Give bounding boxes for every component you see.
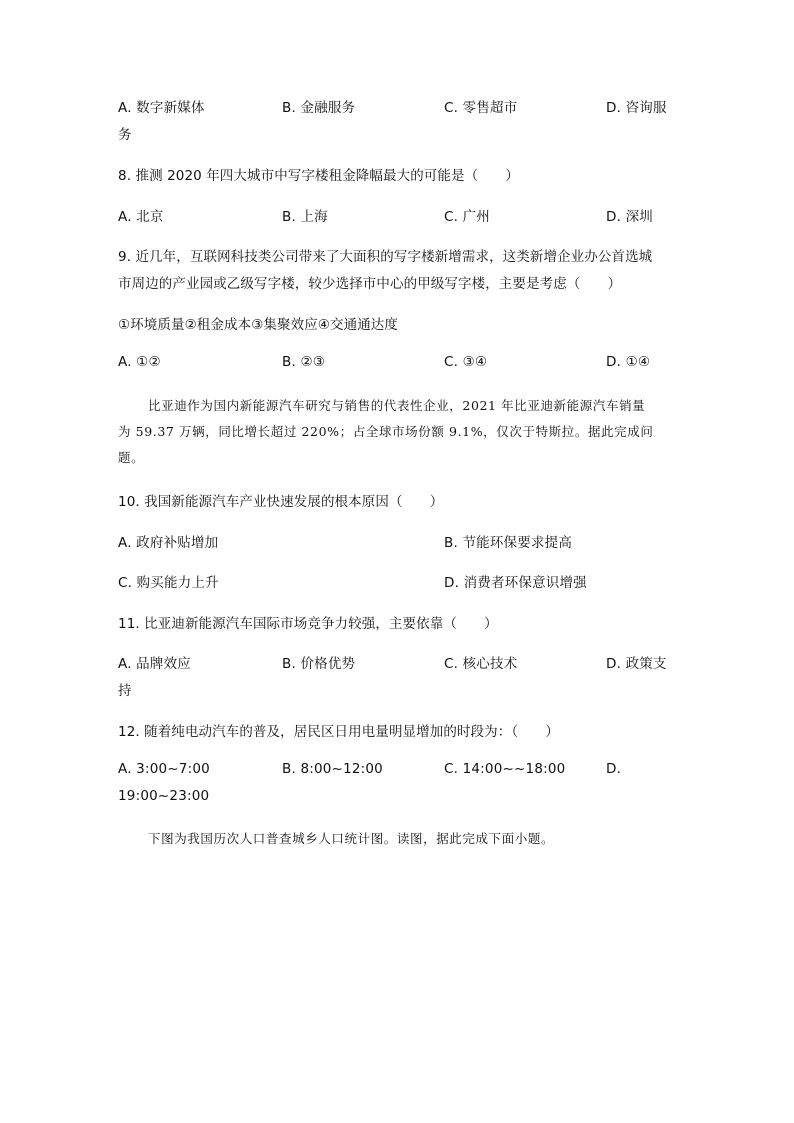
q11-option-a: A. 品牌效应	[118, 656, 191, 672]
q9-option-a: A. ①②	[118, 354, 161, 370]
q12-option-a: A. 3:00~7:00	[118, 761, 210, 777]
q7-option-a: A. 数字新媒体	[118, 100, 205, 116]
q7-option-d-wrap: 务	[118, 127, 132, 143]
q8-stem: 8. 推测 2020 年四大城市中写字楼租金降幅最大的可能是（ ）	[118, 168, 520, 184]
q12-option-d-wrap: 19:00~23:00	[118, 788, 210, 804]
q10-option-a: A. 政府补贴增加	[118, 535, 219, 551]
q9-option-d: D. ①④	[606, 354, 651, 370]
q10-option-b: B. 节能环保要求提高	[444, 535, 573, 551]
passage1-line3: 题。	[118, 450, 145, 465]
q12-option-b: B. 8:00~12:00	[282, 761, 383, 777]
q9-option-c: C. ③④	[444, 354, 488, 370]
q8-option-c: C. 广州	[444, 209, 491, 225]
q9-items: ①环境质量②租金成本③集聚效应④交通通达度	[118, 317, 399, 333]
q9-stem-line2: 市周边的产业园或乙级写字楼，较少选择市中心的甲级写字楼，主要是考虑（ ）	[118, 276, 622, 292]
passage2-line1: 下图为我国历次人口普查城乡人口统计图。读图，据此完成下面小题。	[148, 831, 555, 846]
q12-stem: 12. 随着纯电动汽车的普及，居民区日用电量明显增加的时段为：（ ）	[118, 724, 560, 740]
q9-option-b: B. ②③	[282, 354, 326, 370]
q8-option-a: A. 北京	[118, 209, 164, 225]
q8-option-d: D. 深圳	[606, 209, 653, 225]
q11-option-d: D. 政策支	[606, 656, 667, 672]
q12-option-d: D.	[606, 761, 622, 777]
q11-option-d-wrap: 持	[118, 683, 132, 699]
q11-option-b: B. 价格优势	[282, 656, 356, 672]
q8-option-b: B. 上海	[282, 209, 328, 225]
passage1-line1: 比亚迪作为国内新能源汽车研究与销售的代表性企业，2021 年比亚迪新能源汽车销量	[148, 398, 646, 413]
q10-stem: 10. 我国新能源汽车产业快速发展的根本原因（ ）	[118, 494, 444, 510]
q7-option-b: B. 金融服务	[282, 100, 356, 116]
passage1-line2: 为 59.37 万辆，同比增长超过 220%；占全球市场份额 9.1%，仅次于特斯拉。据此完成问	[118, 424, 654, 439]
q11-stem: 11. 比亚迪新能源汽车国际市场竞争力较强，主要依靠（ ）	[118, 616, 498, 632]
q7-option-d: D. 咨询服	[606, 100, 667, 116]
q10-option-d: D. 消费者环保意识增强	[444, 575, 587, 591]
q10-option-c: C. 购买能力上升	[118, 575, 219, 591]
q9-stem-line1: 9. 近几年，互联网科技类公司带来了大面积的写字楼新增需求，这类新增企业办公首选城	[118, 249, 653, 265]
q7-option-c: C. 零售超市	[444, 100, 518, 116]
q12-option-c: C. 14:00~~18:00	[444, 761, 566, 777]
q11-option-c: C. 核心技术	[444, 656, 518, 672]
